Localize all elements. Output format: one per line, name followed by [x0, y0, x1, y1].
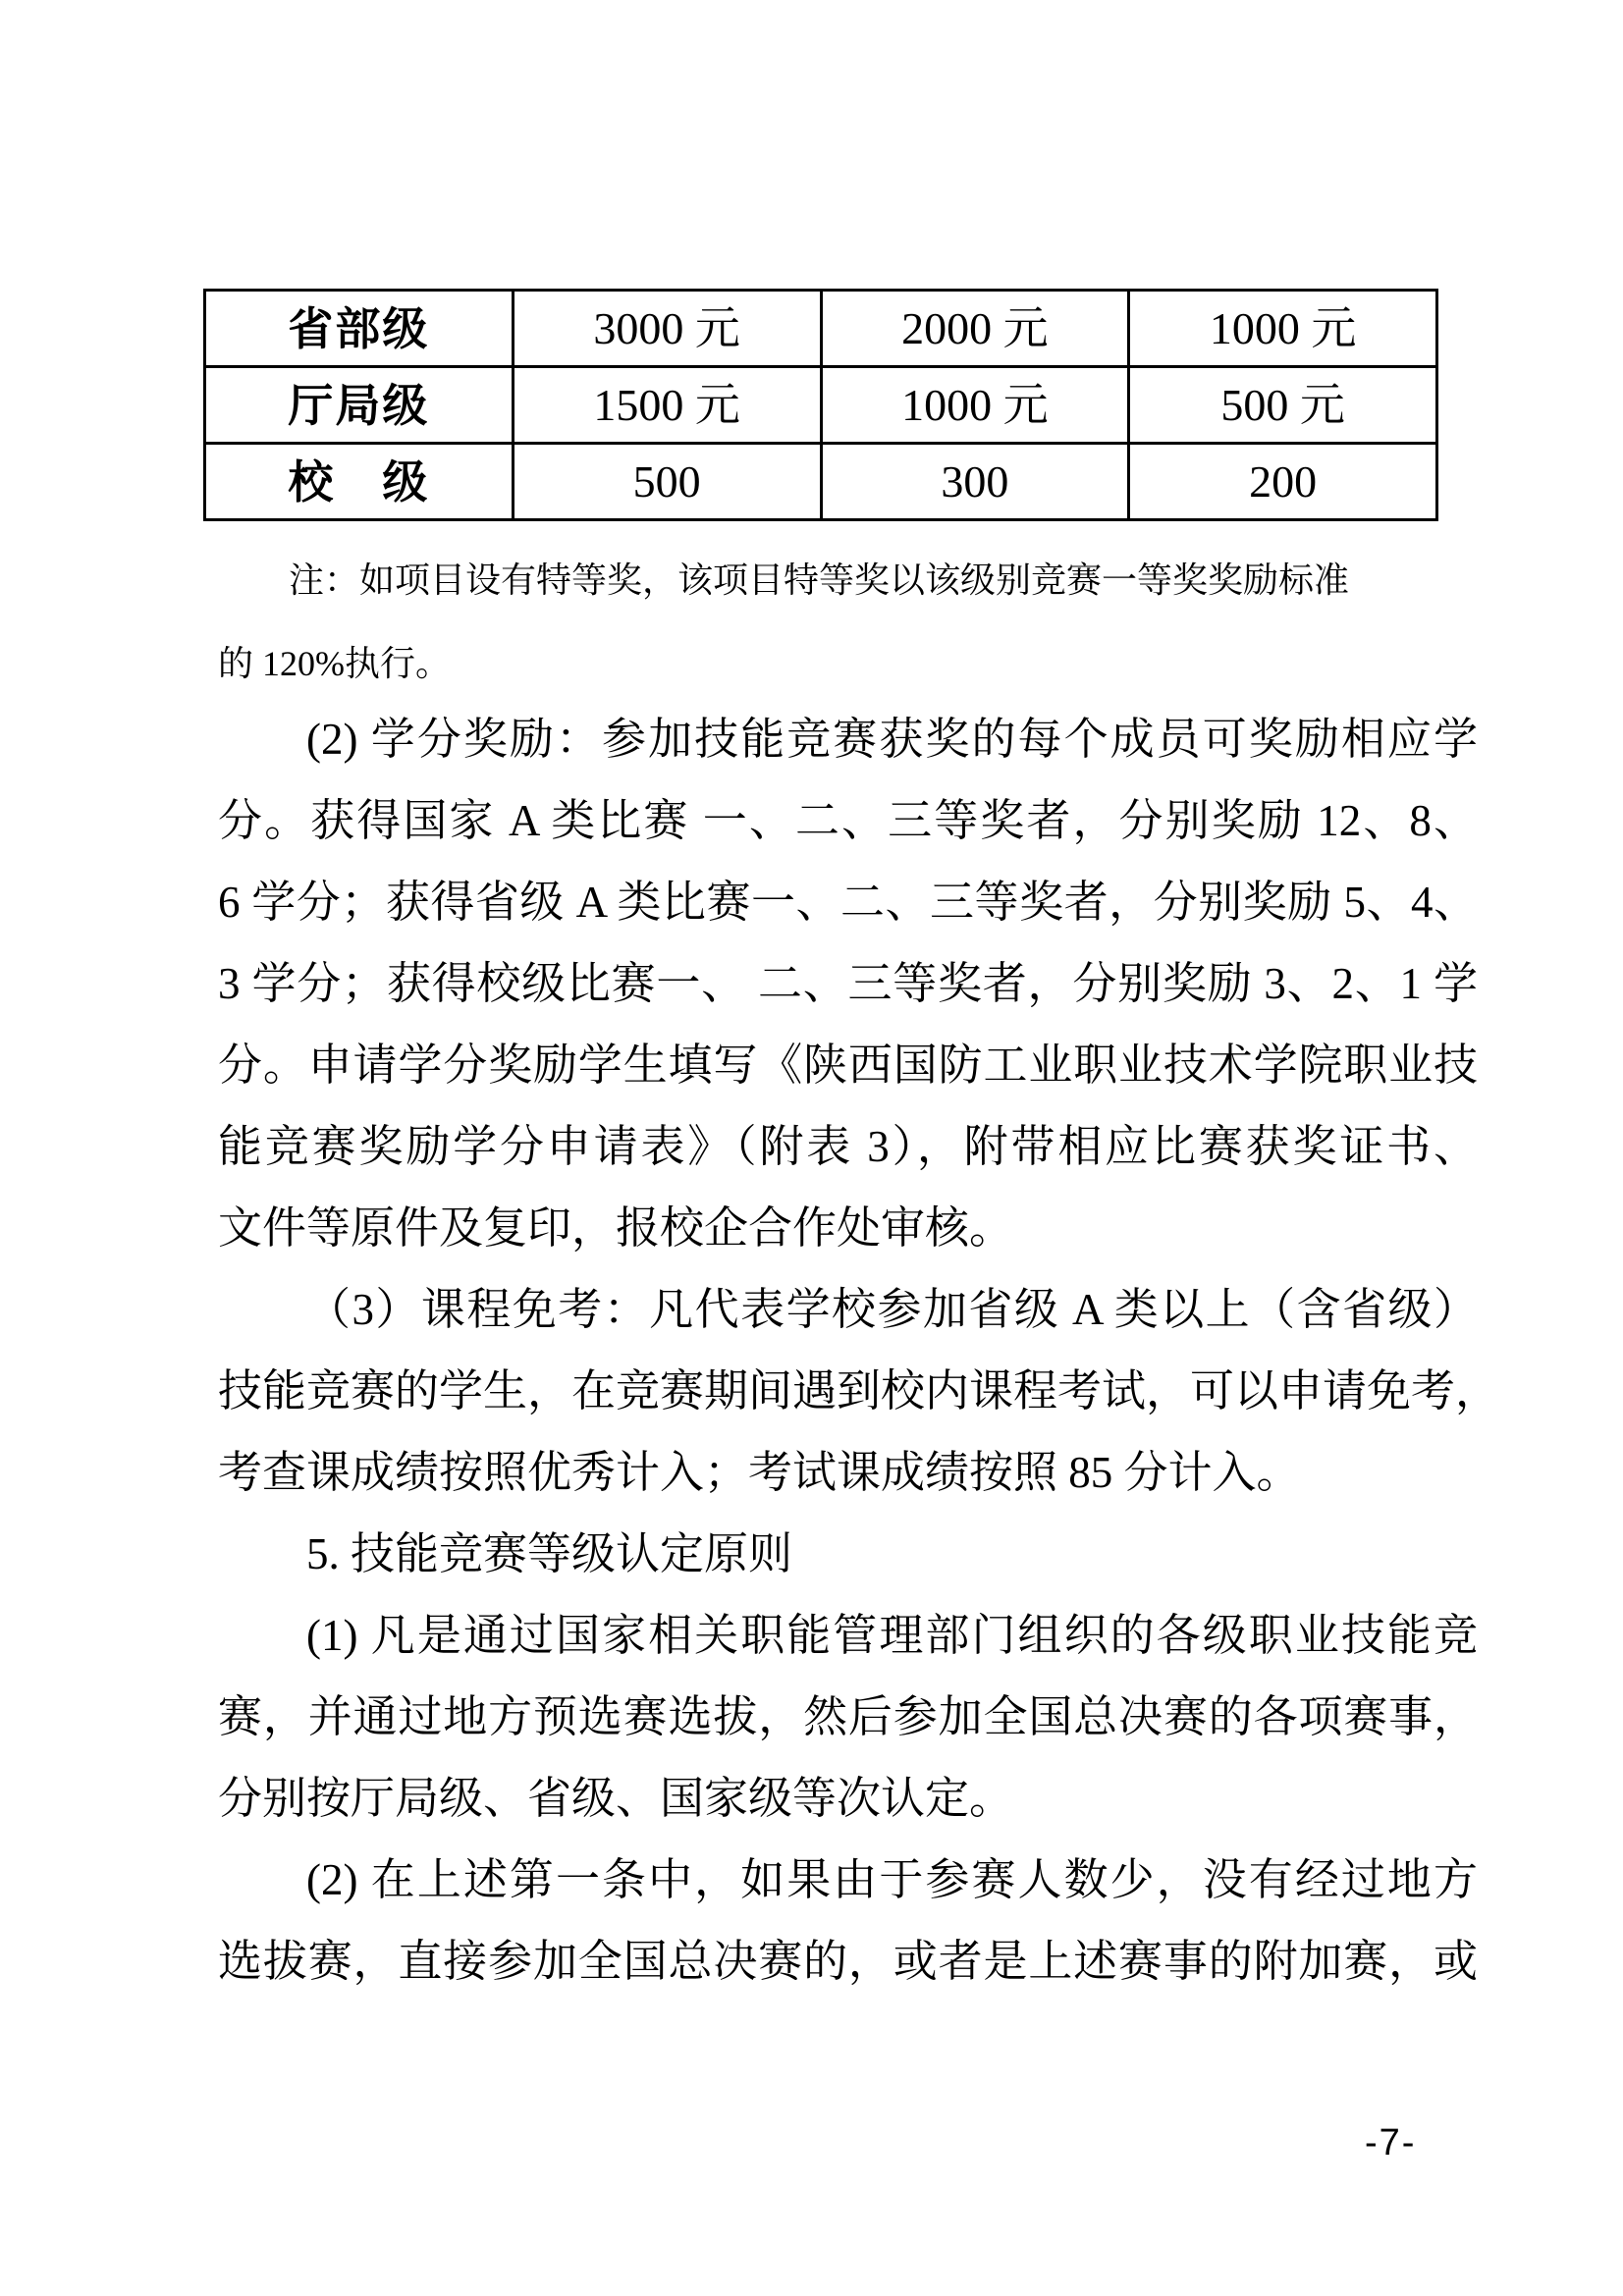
- text-line: 分。获得国家 A 类比赛 一、二、三等奖者，分别奖励 12、8、: [218, 796, 1478, 845]
- table-cell: 500 元: [1129, 367, 1437, 444]
- table-cell: 1000 元: [1129, 291, 1437, 367]
- text-line: 3 学分；获得校级比赛一、 二、三等奖者，分别奖励 3、2、1 学: [218, 959, 1478, 1008]
- text-line: 考查课成绩按照优秀计入；考试课成绩按照 85 分计入。: [218, 1448, 1301, 1497]
- table-cell: 500: [513, 444, 821, 520]
- table-cell: 校 级: [205, 444, 514, 520]
- reward-table: [203, 289, 1438, 521]
- section-heading-line: 5. 技能竞赛等级认定原则: [306, 1529, 793, 1578]
- table-cell: 200: [1129, 444, 1437, 520]
- page-number: -7-: [1365, 2122, 1417, 2163]
- table-cell: 厅局级: [205, 367, 514, 444]
- text-line: 注：如项目设有特等奖，该项目特等奖以该级别竞赛一等奖奖励标准: [289, 561, 1350, 600]
- text-line: 分别按厅局级、省级、国家级等次认定。: [218, 1774, 1014, 1823]
- text-line: (2) 学分奖励：参加技能竞赛获奖的每个成员可奖励相应学: [306, 715, 1478, 764]
- text-line: 赛，并通过地方预选赛选拔，然后参加全国总决赛的各项赛事，: [218, 1692, 1478, 1741]
- body-text: [218, 699, 1500, 2002]
- text-line: （3）课程免考：凡代表学校参加省级 A 类以上（含省级）: [306, 1285, 1478, 1334]
- table-row: [205, 444, 1437, 520]
- table-row: [205, 291, 1437, 367]
- table-cell: 3000 元: [513, 291, 821, 367]
- table-cell: 2000 元: [821, 291, 1129, 367]
- text-line: (2) 在上述第一条中，如果由于参赛人数少，没有经过地方: [306, 1855, 1478, 1904]
- table-cell: 300: [821, 444, 1129, 520]
- text-line: 技能竞赛的学生，在竞赛期间遇到校内课程考试，可以申请免考，: [218, 1366, 1500, 1415]
- note-paragraph: [218, 539, 1480, 706]
- table-row: [205, 367, 1437, 444]
- text-line: 分。申请学分奖励学生填写《陕西国防工业职业技术学院职业技: [218, 1041, 1478, 1090]
- text-line: (1) 凡是通过国家相关职能管理部门组织的各级职业技能竞: [306, 1611, 1478, 1660]
- text-line: 文件等原件及复印，报校企合作处审核。: [218, 1203, 1014, 1253]
- table-cell: 1000 元: [821, 367, 1129, 444]
- text-line: 6 学分；获得省级 A 类比赛一、二、三等奖者，分别奖励 5、4、: [218, 878, 1478, 927]
- table-cell: 省部级: [205, 291, 514, 367]
- text-line: 能竞赛奖励学分申请表》（附表 3），附带相应比赛获奖证书、: [218, 1122, 1478, 1171]
- table-cell: 1500 元: [513, 367, 821, 444]
- text-line: 的 120%执行。: [218, 644, 451, 683]
- text-line: 选拔赛，直接参加全国总决赛的，或者是上述赛事的附加赛，或: [218, 1937, 1478, 1986]
